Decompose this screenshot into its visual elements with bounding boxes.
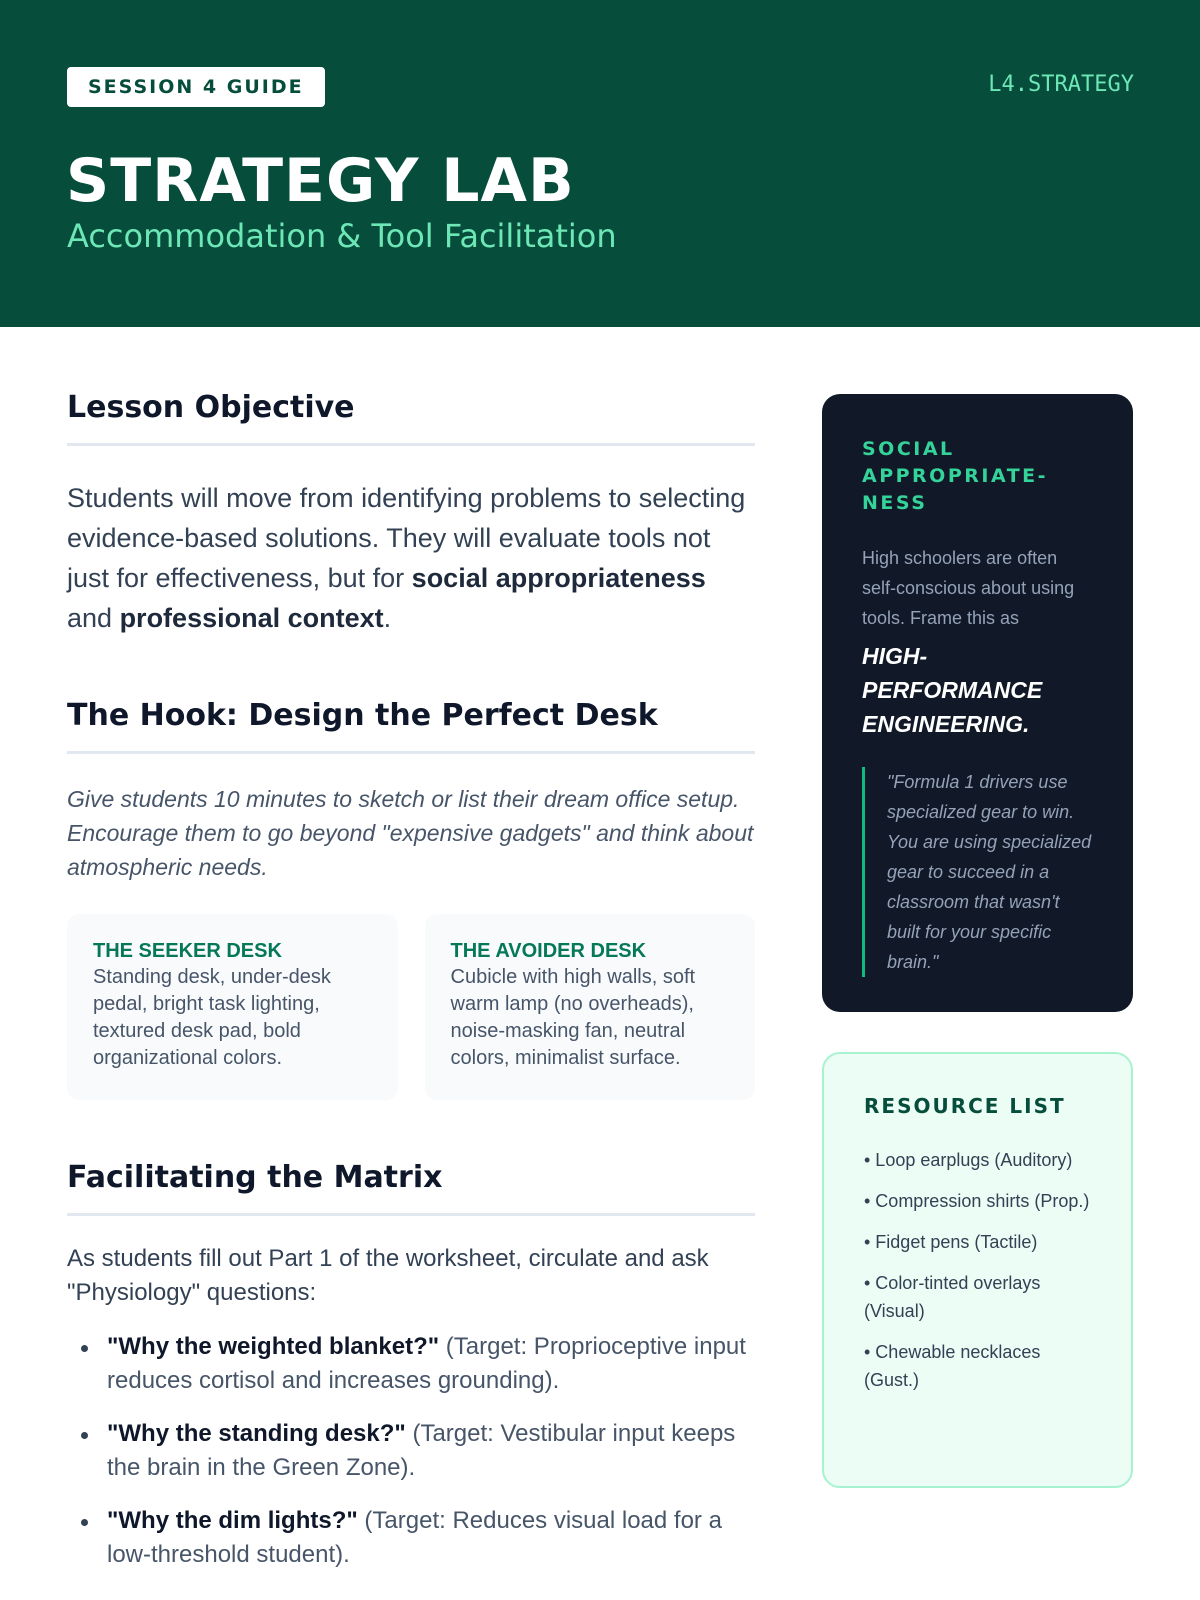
emphasis-social-appropriateness: social appropriateness xyxy=(411,563,706,593)
hook-heading: The Hook: Design the Perfect Desk xyxy=(67,698,755,754)
list-item: "Why the standing desk?" (Target: Vestibular input keeps the brain in the Green Zone). xyxy=(67,1417,755,1485)
main-column xyxy=(67,390,755,1591)
question-list xyxy=(67,1330,755,1572)
resource-list-card xyxy=(822,1052,1133,1488)
header-banner xyxy=(0,0,1200,327)
session-badge: SESSION 4 GUIDE xyxy=(67,67,325,107)
lesson-code: L4.STRATEGY xyxy=(988,72,1134,97)
list-item: • Loop earplugs (Auditory) xyxy=(864,1150,1073,1170)
desk-cards xyxy=(67,914,755,1100)
resource-list xyxy=(864,1146,1091,1394)
matrix-heading: Facilitating the Matrix xyxy=(67,1160,755,1216)
hook-intro: Give students 10 minutes to sketch or list their dream office setup. Encourage them to go beyond "expensive gadgets" and think about atmospheric needs. xyxy=(67,786,754,880)
desk-title: THE AVOIDER DESK xyxy=(450,940,647,962)
matrix-intro: As students fill out Part 1 of the worksheet, circulate and ask "Physiology" questions: xyxy=(67,1245,709,1306)
card-quote: "Formula 1 drivers use specialized gear to win. You are using specialized gear to succeed in a classroom that wasn't built for your specific brain." xyxy=(862,767,1093,977)
emphasis-professional-context: professional context xyxy=(119,603,384,633)
list-item: • Color-tinted overlays (Visual) xyxy=(864,1273,1041,1321)
list-item: "Why the weighted blanket?" (Target: Proprioceptive input reduces cortisol and increases grounding). xyxy=(67,1330,755,1398)
objective-heading: Lesson Objective xyxy=(67,390,755,446)
desk-description: Standing desk, under-desk pedal, bright task lighting, textured desk pad, bold organizational colors. xyxy=(93,966,331,1069)
avoider-desk-card xyxy=(425,914,756,1100)
list-item: • Compression shirts (Prop.) xyxy=(864,1191,1090,1211)
objective-text: Students will move from identifying problems to selecting evidence-based solutions. They will evaluate tools not just for effectiveness, but for social appropriateness and professional context. xyxy=(67,483,746,633)
page-title: STRATEGY LAB xyxy=(66,146,575,216)
list-item: • Chewable necklaces (Gust.) xyxy=(864,1342,1041,1390)
card-emphasis: HIGH-PERFORMANCE ENGINEERING. xyxy=(862,643,1043,737)
list-item: • Fidget pens (Tactile) xyxy=(864,1232,1038,1252)
list-item: "Why the dim lights?" (Target: Reduces visual load for a low-threshold student). xyxy=(67,1504,755,1572)
desk-title: THE SEEKER DESK xyxy=(93,940,282,962)
page-subtitle: Accommodation & Tool Facilitation xyxy=(67,217,617,255)
desk-description: Cubicle with high walls, soft warm lamp (no overheads), noise-masking fan, neutral colors, minimalist surface. xyxy=(450,966,696,1069)
social-appropriateness-card xyxy=(822,394,1133,1012)
seeker-desk-card xyxy=(67,914,398,1100)
card-text: High schoolers are often self-conscious about using tools. Frame this as xyxy=(862,548,1075,628)
resource-title: RESOURCE LIST xyxy=(864,1094,1066,1118)
card-label: SOCIAL APPROPRIATE-NESS xyxy=(862,438,1049,514)
